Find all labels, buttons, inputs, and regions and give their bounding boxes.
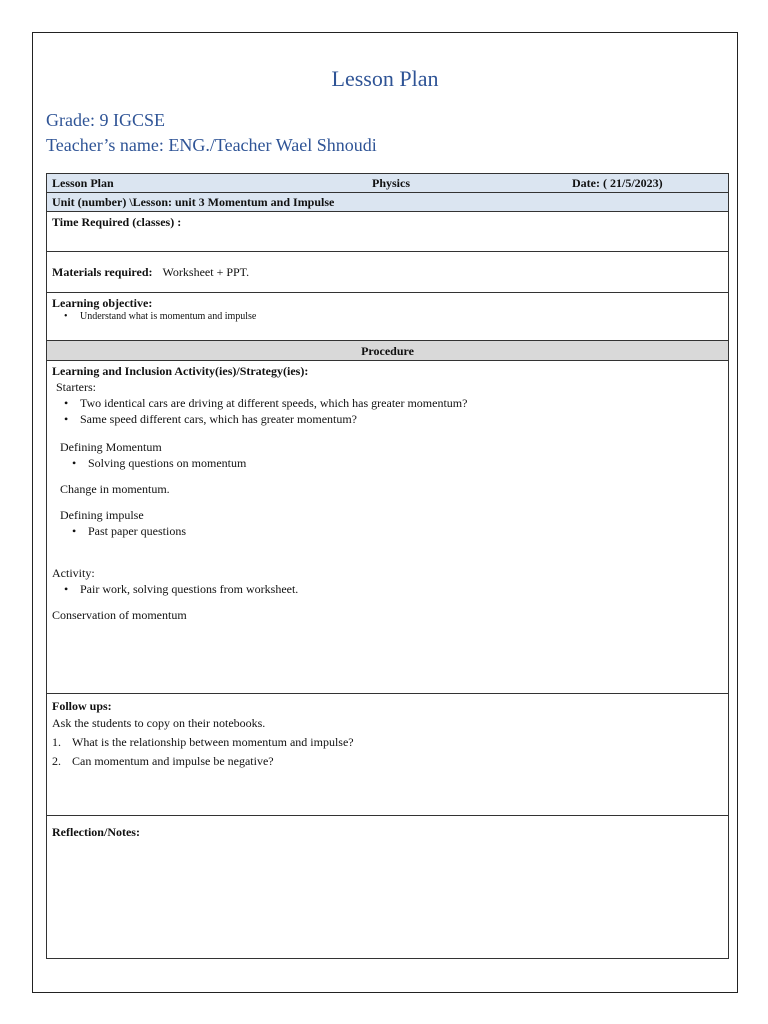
activity-strategy-label: Learning and Inclusion Activity(ies)/Strategy(ies): — [52, 364, 309, 378]
list-item: • Understand what is momentum and impulse — [80, 311, 723, 323]
starters-label: Starters: — [56, 380, 96, 394]
procedure-heading: Procedure — [361, 343, 414, 358]
objective-list — [80, 311, 723, 323]
change-in-momentum-text: Change in momentum. — [60, 482, 170, 496]
learning-objective-label: Learning objective: — [52, 296, 153, 310]
document-page — [32, 32, 738, 993]
time-required-label: Time Required (classes) : — [52, 215, 182, 229]
activity-list — [80, 581, 723, 597]
list-item: • Solving questions on momentum — [88, 455, 723, 471]
lesson-plan-table — [46, 173, 729, 959]
time-required-row — [47, 212, 728, 252]
item-text: What is the relationship between momentum and impulse? — [72, 735, 354, 749]
item-number: 1. — [52, 735, 61, 749]
procedure-row — [47, 341, 728, 361]
activity-row — [47, 361, 728, 694]
reflection-row — [47, 816, 728, 958]
defining-impulse-text: Defining impulse — [60, 508, 144, 522]
unit-text: Unit (number) \Lesson: unit 3 Momentum and Impulse — [52, 195, 335, 209]
reflection-label: Reflection/Notes: — [52, 825, 140, 839]
header-subject: Physics — [372, 176, 411, 190]
follow-ups-label: Follow ups: — [52, 699, 112, 713]
conservation-text: Conservation of momentum — [52, 608, 187, 622]
starters-list — [80, 395, 723, 427]
activity-label: Activity: — [52, 566, 95, 580]
unit-row — [47, 193, 728, 212]
item-text: Can momentum and impulse be negative? — [72, 754, 274, 768]
follow-ups-row — [47, 694, 728, 816]
list-item — [52, 752, 723, 771]
momentum-list — [88, 455, 723, 471]
list-item: • Two identical cars are driving at different speeds, which has greater momentum? — [80, 395, 723, 411]
table-header-row — [47, 174, 728, 193]
document-title: Lesson Plan — [331, 66, 439, 91]
header-lesson-plan: Lesson Plan — [52, 176, 114, 190]
header-date: Date: ( 21/5/2023) — [572, 176, 663, 190]
item-number: 2. — [52, 754, 61, 768]
grade-line: Grade: 9 IGCSE — [46, 110, 165, 130]
materials-label: Materials required: — [52, 265, 153, 279]
list-item: • Past paper questions — [88, 523, 723, 539]
teacher-name-line: Teacher’s name: ENG./Teacher Wael Shnoudi — [46, 135, 377, 155]
impulse-list — [88, 523, 723, 539]
follow-ups-intro: Ask the students to copy on their notebooks. — [52, 716, 266, 730]
materials-row — [47, 252, 728, 293]
defining-momentum-text: Defining Momentum — [60, 440, 162, 454]
list-item: • Pair work, solving questions from worksheet. — [80, 581, 723, 597]
list-item — [52, 733, 723, 752]
learning-objective-row — [47, 293, 728, 341]
list-item: • Same speed different cars, which has greater momentum? — [80, 411, 723, 427]
materials-value: Worksheet + PPT. — [162, 265, 250, 279]
